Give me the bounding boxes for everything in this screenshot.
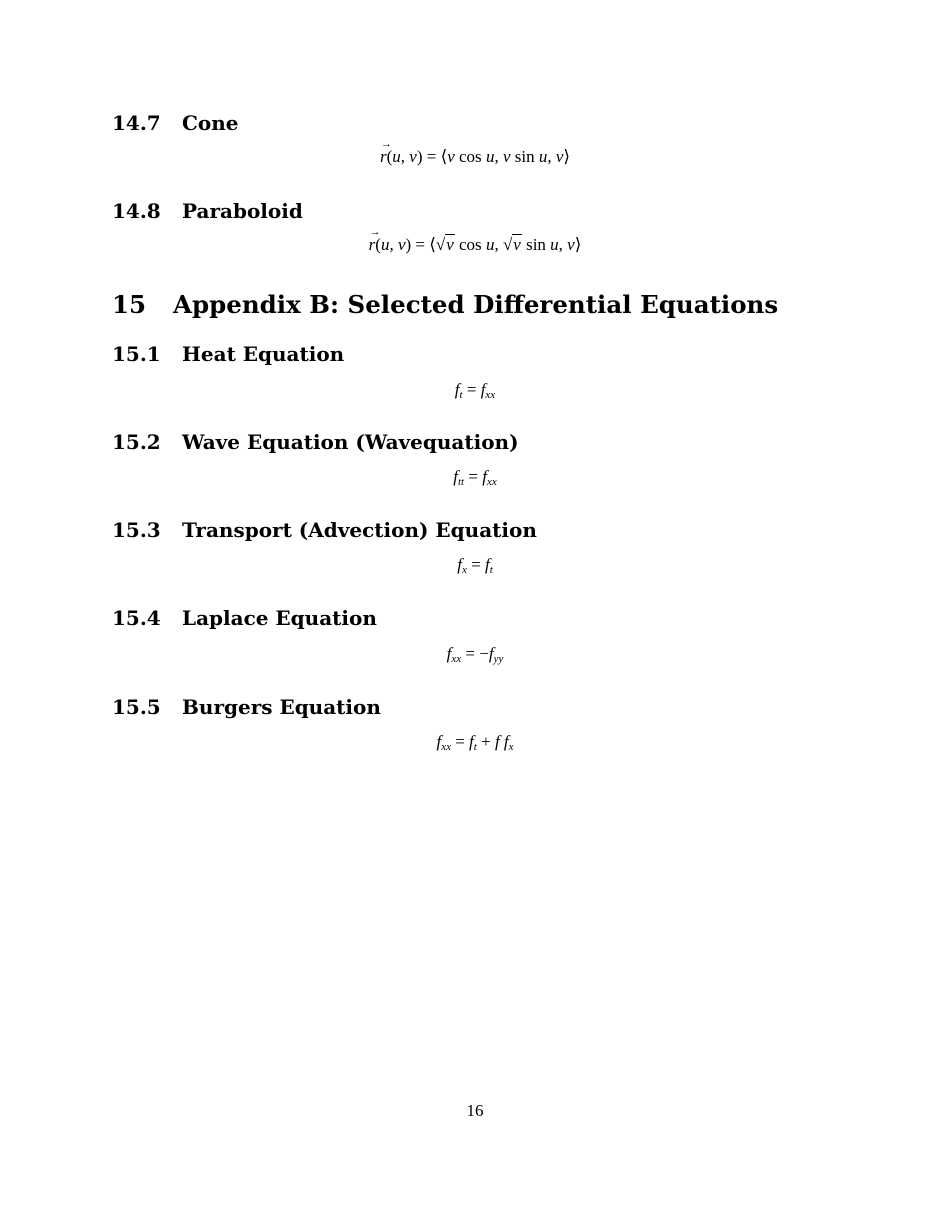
subsection-heading-cone [112, 111, 239, 135]
subsection-number: 15.1 [112, 342, 161, 366]
subsection-number: 15.4 [112, 606, 161, 630]
subsection-number: 14.8 [112, 199, 161, 223]
section-number: 15 [112, 290, 147, 319]
subsection-heading-burgers-equation [112, 695, 381, 719]
subsection-title: Burgers Equation [182, 695, 381, 719]
equation-burgers: $f_{xx} = f_t + f$ $f_x$ [436, 732, 514, 753]
subsection-number: 15.2 [112, 430, 161, 454]
subsection-number: 14.7 [112, 111, 161, 135]
equation-paraboloid: → r(u, v) = ⟨√v cos u, √v sin u, v⟩ [0, 235, 950, 255]
subsection-heading-laplace-equation [112, 606, 377, 630]
subsection-heading-paraboloid [112, 199, 303, 223]
page-number: 16 [466, 1101, 484, 1120]
section-title: Appendix B: Selected Differential Equations [173, 290, 779, 319]
subsection-title: Cone [182, 111, 239, 135]
section-heading-appendix-b [112, 290, 778, 319]
subsection-title: Laplace Equation [182, 606, 377, 630]
subsection-title: Paraboloid [182, 199, 303, 223]
equation-cone: → r(u, v) = ⟨v cos u, v sin u, v⟩ [0, 147, 950, 167]
subsection-number: 15.5 [112, 695, 161, 719]
equation-heat: $f_t = f_{xx}$ [454, 380, 496, 401]
subsection-number: 15.3 [112, 518, 161, 542]
subsection-heading-wave-equation [112, 430, 519, 454]
subsection-title: Transport (Advection) Equation [182, 518, 537, 542]
subsection-title: Wave Equation (Wavequation) [182, 430, 519, 454]
subsection-title: Heat Equation [182, 342, 345, 366]
equation-laplace: $f_{xx} = -f_{yy}$ [446, 644, 504, 665]
equation-transport: $f_x = f_t$ [457, 555, 493, 576]
equation-wave: $f_{tt} = f_{xx}$ [453, 467, 497, 488]
subsection-heading-heat-equation [112, 342, 344, 366]
subsection-heading-transport-equation [112, 518, 537, 542]
